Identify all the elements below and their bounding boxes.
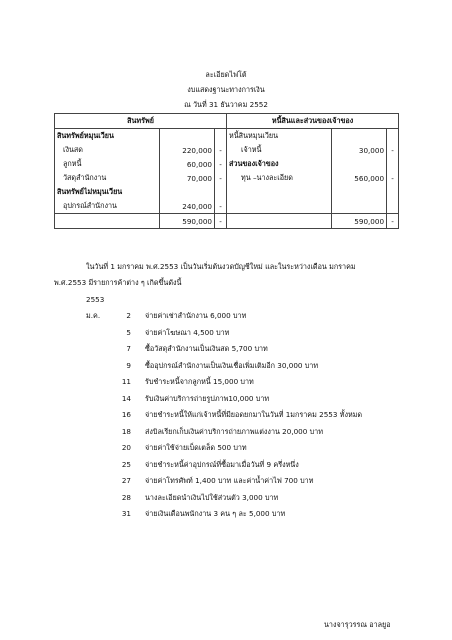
cash-dash: - xyxy=(215,143,227,157)
transaction-row xyxy=(103,443,247,454)
transaction-day: 2 xyxy=(126,311,131,320)
liabilities-header: หนี้สินและส่วนของเจ้าของ xyxy=(227,114,399,129)
transaction-day: 18 xyxy=(121,426,131,436)
month-label: ม.ค. xyxy=(86,311,101,320)
transaction-row xyxy=(103,493,278,504)
transaction-day: 11 xyxy=(121,377,131,386)
transaction-row xyxy=(103,509,285,520)
transaction-day: 28 xyxy=(121,492,131,502)
equipment-amount: 240,000 xyxy=(160,199,215,214)
capital-amount: 560,000 xyxy=(332,171,387,185)
transaction-day: 31 xyxy=(121,509,131,518)
transaction-day: 7 xyxy=(126,344,131,353)
company-name: ละเอียดไฟโต้ xyxy=(205,70,247,79)
transaction-text: จ่ายค่าโฆษณา 4,500 บาท xyxy=(145,327,230,337)
capital-label: ทุน –นางละเอียด xyxy=(227,171,332,185)
total-liabilities-amount: 590,000 xyxy=(332,214,387,229)
statement-date: ณ วันที่ 31 ธันวาคม 2552 xyxy=(184,100,268,109)
current-assets-label: สินทรัพย์หมุนเวียน xyxy=(55,129,160,144)
transaction-day: 5 xyxy=(126,327,131,337)
transaction-row xyxy=(103,361,318,372)
transaction-text: จ่ายค่าโทรศัพท์ 1,400 บาท และค่าน้ำค่าไฟ 700 บาท xyxy=(145,476,314,485)
transaction-text: จ่ายค่าใช้จ่ายเบ็ดเตล็ด 500 บาท xyxy=(145,443,247,452)
creditors-amount: 30,000 xyxy=(332,143,387,157)
equipment-dash: - xyxy=(215,199,227,214)
receivable-dash: - xyxy=(215,157,227,171)
transaction-row xyxy=(103,476,313,487)
transaction-day: 20 xyxy=(121,443,131,452)
transaction-text: จ่ายเงินเดือนพนักงาน 3 คน ๆ ละ 5,000 บาท xyxy=(145,509,286,518)
transaction-text: รับเงินค่าบริการถ่ายรูปภาพ10,000 บาท xyxy=(145,393,270,403)
supplies-amount: 70,000 xyxy=(160,171,215,185)
total-liabilities-dash: - xyxy=(387,214,399,229)
intro-line-2: พ.ศ.2553 มีรายการค้าต่าง ๆ เกิดขึ้นดังนี้ xyxy=(54,278,182,287)
creditors-dash: - xyxy=(387,143,399,157)
intro-line-1: ในวันที่ 1 มกราคม พ.ศ.2553 เป็นวันเริ่มต้นงวดบัญชีใหม่ และในระหว่างเดือน มกราคม xyxy=(86,262,356,271)
capital-dash: - xyxy=(387,171,399,185)
equity-label: ส่วนของเจ้าของ xyxy=(227,157,332,171)
transaction-day: 9 xyxy=(126,360,131,370)
balance-sheet-table xyxy=(54,113,399,229)
transaction-text: จ่ายค่าเช่าสำนักงาน 6,000 บาท xyxy=(145,311,247,320)
total-assets-amount: 590,000 xyxy=(160,214,215,229)
transaction-day: 25 xyxy=(121,459,131,469)
transaction-row xyxy=(103,311,246,322)
transaction-row xyxy=(103,427,323,438)
supplies-label: วัสดุสำนักงาน xyxy=(55,171,160,185)
transaction-row xyxy=(103,394,269,405)
transaction-day: 27 xyxy=(121,476,131,485)
receivable-label: ลูกหนี้ xyxy=(55,157,160,171)
transaction-text: ซื้อวัสดุสำนักงานเป็นเงินสด 5,700 บาท xyxy=(145,344,268,353)
noncurrent-assets-label: สินทรัพย์ไม่หมุนเวียน xyxy=(55,185,160,199)
transaction-text: นางละเอียดนำเงินไปใช้ส่วนตัว 3,000 บาท xyxy=(145,492,279,502)
creditors-label: เจ้าหนี้ xyxy=(227,143,332,157)
transaction-text: ส่งบิลเรียกเก็บเงินค่าบริการถ่ายภาพแต่งงาน 20,000 บาท xyxy=(145,426,323,436)
transaction-text: ซื้ออุปกรณ์สำนักงานเป็นเงินเชื่อเพิ่มเติมอีก 30,000 บาท xyxy=(145,360,319,370)
equipment-label: อุปกรณ์สำนักงาน xyxy=(55,199,160,214)
year-label: 2553 xyxy=(86,295,105,304)
author-name: นางจารุวรรณ อาลยูอ xyxy=(324,620,391,629)
transaction-day: 14 xyxy=(121,393,131,403)
assets-header: สินทรัพย์ xyxy=(55,114,227,129)
transaction-text: จ่ายชำระหนี้ค่าอุปกรณ์ที่ซื้อมาเมื่อวันที่ 9 ครึ่งหนึ่ง xyxy=(145,459,299,469)
supplies-dash: - xyxy=(215,171,227,185)
transaction-text: รับชำระหนี้จากลูกหนี้ 15,000 บาท xyxy=(145,377,254,386)
transaction-day: 16 xyxy=(121,410,131,419)
transaction-row xyxy=(103,344,268,355)
transaction-row xyxy=(103,460,299,471)
transaction-row xyxy=(103,377,254,388)
cash-label: เงินสด xyxy=(55,143,160,157)
current-liabilities-label: หนี้สินหมุนเวียน xyxy=(227,129,332,144)
total-assets-dash: - xyxy=(215,214,227,229)
transaction-row xyxy=(103,328,229,339)
transaction-row xyxy=(103,410,362,421)
statement-title: งบแสดงฐานะทางการเงิน xyxy=(187,85,265,94)
transaction-text: จ่ายชำระหนี้ให้แก่เจ้าหนี้ที่มียอดยกมาในวันที่ 1มกราคม 2553 ทั้งหมด xyxy=(145,410,363,419)
cash-amount: 220,000 xyxy=(160,143,215,157)
receivable-amount: 60,000 xyxy=(160,157,215,171)
